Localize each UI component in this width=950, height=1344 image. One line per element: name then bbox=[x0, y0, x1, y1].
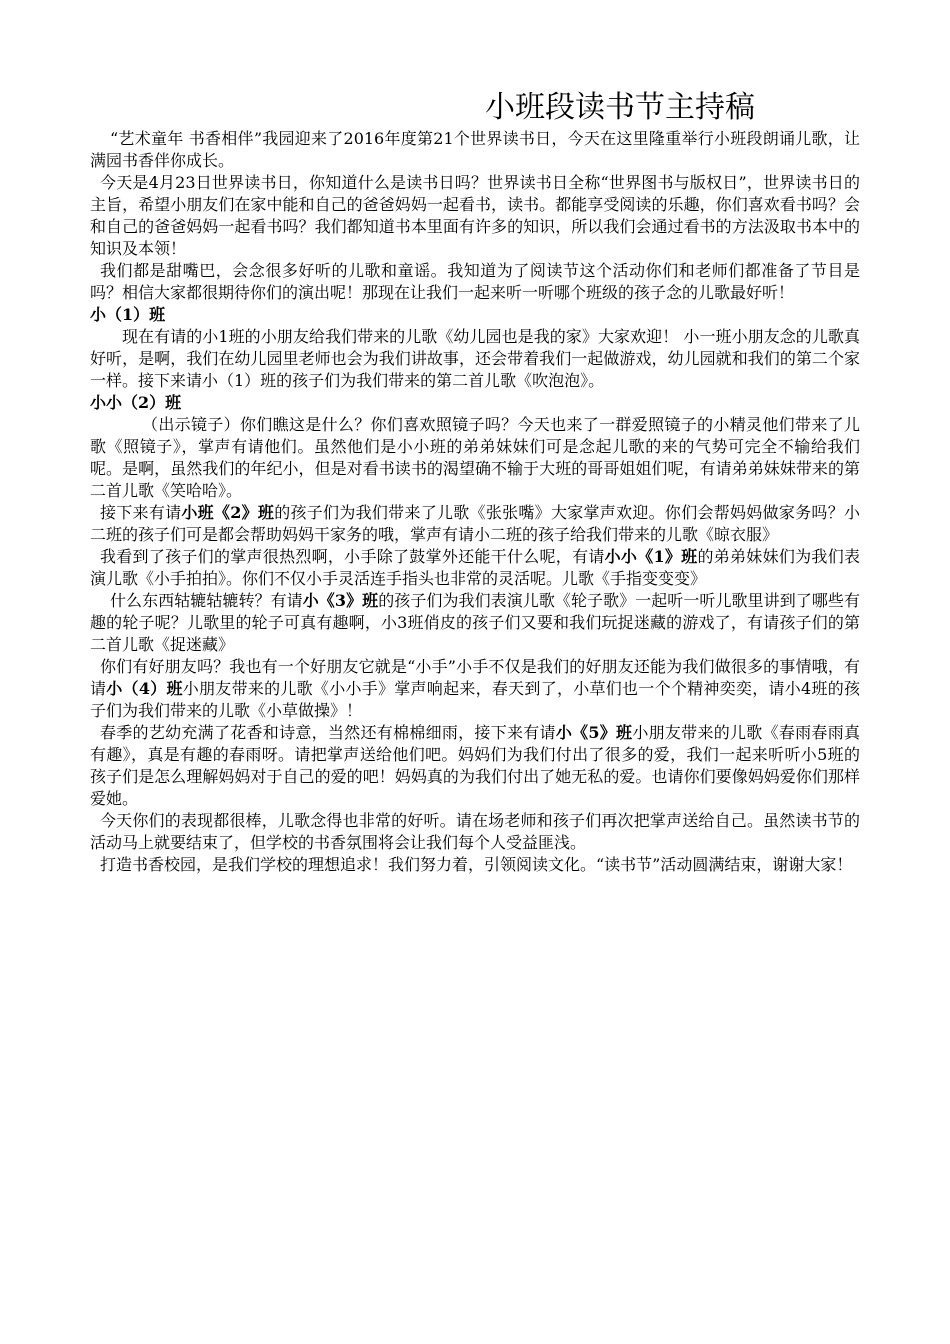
paragraph-class-1: 现在有请的小1班的小朋友给我们带来的儿歌《幼儿园也是我的家》大家欢迎！ 小一班小朋友念的儿歌真好听，是啊，我们在幼儿园里老师也会为我们讲故事，还会带着我们一起做游戏，幼儿园就和我们的第二个家一样。接下来请小（1）班的孩子们为我们带来的第二首儿歌《吹泡泡》。 bbox=[90, 327, 860, 390]
class-name-bold: 小《3》班 bbox=[302, 591, 379, 610]
paragraph-sweet-mouth: 我们都是甜嘴巴，会念很多好听的儿歌和童谣。我知道为了阅读节这个活动你们和老师们都准备了节目是吗？相信大家都很期待你们的演出呢！那现在让我们一起来听一听哪个班级的孩子念的儿歌最好听！ bbox=[90, 261, 860, 302]
document-body bbox=[90, 128, 860, 876]
paragraph-closing-end: 打造书香校园，是我们学校的理想追求！我们努力着，引领阅读文化。“读书节”活动圆满结束，谢谢大家！ bbox=[100, 855, 853, 874]
paragraph-class-2-mirror: （出示镜子）你们瞧这是什么？你们喜欢照镜子吗？今天也来了一群爱照镜子的小精灵他们带来了儿歌《照镜子》，掌声有请他们。虽然他们是小小班的弟弟妹妹们可是念起儿歌的来的气势可完全不输给我们呢。是啊，虽然我们的年纪小，但是对看书读书的渴望确不输于大班的哥哥姐姐们呢，有请弟弟妹妹带来的第二首儿歌《笑哈哈》。 bbox=[90, 415, 860, 500]
document-title: 小班段读书节主持稿 bbox=[485, 90, 755, 125]
class-name-bold: 小（4）班 bbox=[106, 679, 183, 698]
text-run: 春季的艺幼充满了花香和诗意，当然还有棉棉细雨，接下来有请 bbox=[100, 723, 556, 742]
text-run: 什么东西轱辘轱辘转？有请 bbox=[110, 591, 303, 610]
text-run: 你们有好朋友吗？我也有一个好朋友它就是“小手”小手不仅是我们的好朋友还能为我们做很多的事情哦，有请 bbox=[90, 657, 860, 698]
paragraph-good-friend bbox=[90, 656, 860, 722]
class-name-bold: 小班《2》班 bbox=[181, 503, 275, 522]
text-run: 小朋友带来的儿歌《小小手》掌声响起来，春天到了，小草们也一个个精神奕奕，请小4班的孩子们为我们带来的儿歌《小草做操》！ bbox=[90, 679, 860, 720]
text-run: 的弟弟妹妹们为我们表演儿歌《小手拍拍》。你们不仅小手灵活连手指头也非常的灵活呢。儿歌《手指变变变》 bbox=[90, 547, 860, 588]
paragraph-reading-day: 今天是4月23日世界读书日，你知道什么是读书日吗？世界读书日全称“世界图书与版权日”，世界读书日的主旨，希望小朋友们在家中能和自己的爸爸妈妈一起看书，读书。都能享受阅读的乐趣，你们喜欢看书吗？会和自己的爸爸妈妈一起看书吗？我们都知道书本里面有许多的知识，所以我们会通过看书的方法汲取书本中的知识及本领！ bbox=[90, 173, 860, 258]
section-heading-class-2: 小小（2）班 bbox=[90, 393, 182, 412]
section-heading-class-1: 小（1）班 bbox=[90, 305, 166, 324]
paragraph-spring-rain bbox=[90, 722, 860, 810]
class-name-bold: 小《5》班 bbox=[555, 723, 633, 742]
paragraph-wheels bbox=[90, 590, 860, 656]
paragraph-closing-thanks: 今天你们的表现都很棒，儿歌念得也非常的好听。请在场老师和孩子们再次把掌声送给自己。虽然读书节的活动马上就要结束了，但学校的书香氛围将会让我们每个人受益匪浅。 bbox=[90, 811, 860, 852]
paragraph-intro: “艺术童年 书香相伴”我园迎来了2016年度第21个世界读书日，今天在这里隆重举行小班段朗诵儿歌，让满园书香伴你成长。 bbox=[90, 129, 860, 170]
text-run: 小朋友带来的儿歌《春雨春雨真有趣》，真是有趣的春雨呀。请把掌声送给他们吧。妈妈们为我们付出了很多的爱，我们一起来听听小5班的孩子们是怎么理解妈妈对于自己的爱的吧！妈妈真的为我们付出了她无私的爱。也请你们要像妈妈爱你们那样爱她。 bbox=[90, 723, 860, 808]
text-run: 的孩子们为我们表演儿歌《轮子歌》一起听一听儿歌里讲到了哪些有趣的轮子呢？儿歌里的轮子可真有趣啊，小3班俏皮的孩子们又要和我们玩捉迷藏的游戏了，有请孩子们的第二首儿歌《捉迷藏》 bbox=[90, 591, 860, 654]
paragraph-class-2-mouth bbox=[90, 502, 860, 546]
class-name-bold: 小小《1》班 bbox=[604, 547, 698, 566]
paragraph-little-hands bbox=[90, 546, 860, 590]
text-run: 我看到了孩子们的掌声很热烈啊，小手除了鼓掌外还能干什么呢，有请 bbox=[100, 547, 605, 566]
text-run: 的孩子们为我们带来了儿歌《张张嘴》大家掌声欢迎。你们会帮妈妈做家务吗？小二班的孩子们可是都会帮助妈妈干家务的哦，掌声有请小二班的孩子给我们带来的儿歌《晾衣服》 bbox=[90, 503, 860, 544]
text-run: 接下来有请 bbox=[100, 503, 182, 522]
